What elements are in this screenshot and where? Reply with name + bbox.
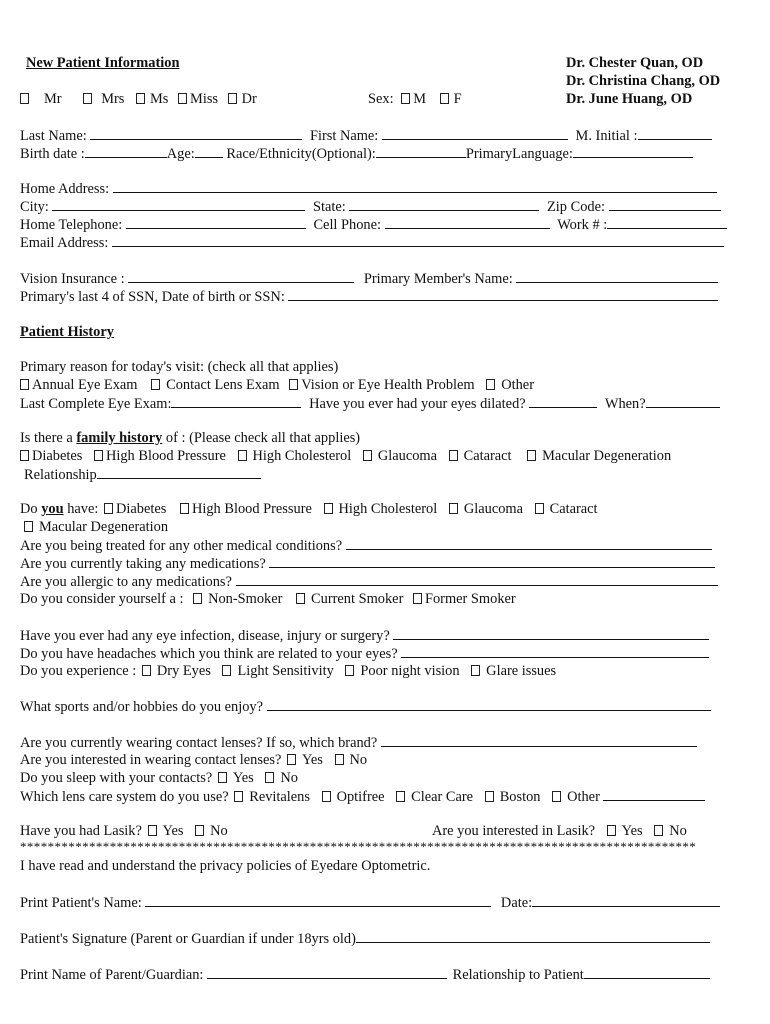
checkbox-clear-care[interactable] — [396, 791, 405, 802]
language-field[interactable] — [573, 144, 693, 158]
middle-initial-field[interactable] — [638, 126, 712, 140]
infection-field[interactable] — [393, 626, 709, 640]
medications-field[interactable] — [269, 554, 715, 568]
birth-row: Birth date : Age: Race/Ethnicity(Optional): PrimaryLanguage: — [20, 144, 693, 163]
patient-name-field[interactable] — [145, 893, 491, 907]
checkbox-lasik-interest-no[interactable] — [654, 825, 663, 836]
checkbox-sex-m[interactable] — [401, 93, 410, 104]
ssn-row: Primary's last 4 of SSN, Date of birth or SSN: — [20, 287, 718, 306]
date-field[interactable] — [532, 893, 720, 907]
checkbox-lasik-interest-yes[interactable] — [607, 825, 616, 836]
email-field[interactable] — [112, 233, 724, 247]
headaches-row: Do you have headaches which you think are related to your eyes? — [20, 644, 709, 663]
checkbox-lasik-had-no[interactable] — [195, 825, 204, 836]
you-have-row: Do you have: Diabetes High Blood Pressure High Cholesterol Glaucoma Cataract — [20, 501, 598, 517]
lasik-had-row: Have you had Lasik? Yes No — [20, 823, 228, 839]
race-field[interactable] — [376, 144, 466, 158]
checkbox-optifree[interactable] — [322, 791, 331, 802]
address-row: Home Address: — [20, 179, 717, 198]
checkbox-you-hbp[interactable] — [180, 503, 189, 514]
allergies-field[interactable] — [236, 572, 718, 586]
checkbox-former-smoker[interactable] — [413, 593, 422, 604]
allergies-row: Are you allergic to any medications? — [20, 572, 718, 591]
checkbox-dr[interactable] — [228, 93, 237, 104]
city-field[interactable] — [52, 197, 305, 211]
last-exam-field[interactable] — [171, 394, 301, 408]
headaches-field[interactable] — [401, 644, 709, 658]
signature-row: Patient's Signature (Parent or Guardian if under 18yrs old) — [20, 929, 710, 948]
checkbox-sex-f[interactable] — [440, 93, 449, 104]
parent-name-field[interactable] — [207, 965, 447, 979]
checkbox-interested-contacts-no[interactable] — [335, 754, 344, 765]
checkbox-annual-exam[interactable] — [20, 379, 29, 390]
sports-row: What sports and/or hobbies do you enjoy? — [20, 697, 711, 716]
age-field[interactable] — [195, 144, 223, 158]
checkbox-interested-contacts-yes[interactable] — [287, 754, 296, 765]
when-field[interactable] — [646, 394, 720, 408]
you-macular-row: Macular Degeneration — [24, 518, 168, 536]
checkbox-miss[interactable] — [178, 93, 187, 104]
dilated-field[interactable] — [529, 394, 597, 408]
sex-row: Sex: M F — [368, 91, 462, 107]
zip-field[interactable] — [609, 197, 721, 211]
smoker-row: Do you consider yourself a : Non-Smoker Current Smoker Former Smoker — [20, 591, 516, 607]
sleep-contacts-row: Do you sleep with your contacts? Yes No — [20, 770, 298, 786]
title-row: Mr Mrs Ms Miss Dr — [20, 90, 257, 108]
relationship-row: Relationship — [24, 465, 261, 484]
medications-row: Are you currently taking any medications? — [20, 554, 715, 573]
checkbox-family-cholesterol[interactable] — [238, 450, 247, 461]
family-history-question: Is there a family history of : (Please check all that applies) — [20, 430, 361, 446]
print-name-row: Print Patient's Name: Date: — [20, 893, 720, 912]
checkbox-vision-problem[interactable] — [289, 379, 298, 390]
checkbox-family-macular[interactable] — [527, 450, 536, 461]
other-lens-field[interactable] — [603, 787, 705, 801]
checkbox-other-lens[interactable] — [552, 791, 561, 802]
primary-member-field[interactable] — [516, 269, 718, 283]
checkbox-poor-night-vision[interactable] — [345, 665, 354, 676]
patient-history-heading: Patient History — [20, 324, 114, 340]
first-name-field[interactable] — [382, 126, 568, 140]
cell-phone-field[interactable] — [385, 215, 550, 229]
checkbox-sleep-yes[interactable] — [218, 772, 227, 783]
checkbox-other-reason[interactable] — [486, 379, 495, 390]
parent-name-row: Print Name of Parent/Guardian: Relationship to Patient — [20, 965, 710, 984]
relationship-to-patient-field[interactable] — [584, 965, 710, 979]
state-field[interactable] — [349, 197, 539, 211]
checkbox-mrs[interactable] — [83, 93, 92, 104]
checkbox-dry-eyes[interactable] — [142, 665, 151, 676]
insurance-row: Vision Insurance : Primary Member's Name: — [20, 269, 718, 288]
checkbox-lasik-had-yes[interactable] — [148, 825, 157, 836]
checkbox-mr[interactable] — [20, 93, 29, 104]
last-name-field[interactable] — [90, 126, 302, 140]
lens-care-row: Which lens care system do you use? Revitalens Optifree Clear Care Boston Other — [20, 787, 705, 806]
name-row: Last Name: First Name: M. Initial : — [20, 126, 712, 145]
birth-date-field[interactable] — [85, 144, 167, 158]
vision-insurance-field[interactable] — [128, 269, 354, 283]
reason-options: Annual Eye Exam Contact Lens Exam Vision or Eye Health Problem Other — [20, 376, 534, 394]
privacy-statement: I have read and understand the privacy policies of Eyedare Optometric. — [20, 858, 431, 874]
doctor-2: Dr. Christina Chang, OD — [566, 73, 721, 89]
family-relationship-field[interactable] — [97, 465, 261, 479]
checkbox-sleep-no[interactable] — [265, 772, 274, 783]
checkbox-you-macular[interactable] — [24, 521, 33, 532]
checkbox-light-sensitivity[interactable] — [222, 665, 231, 676]
doctor-3: Dr. June Huang, OD — [566, 91, 693, 107]
form-title: New Patient Information — [26, 55, 180, 71]
treated-field[interactable] — [346, 536, 712, 550]
city-row: City: State: Zip Code: — [20, 197, 721, 216]
checkbox-family-glaucoma[interactable] — [363, 450, 372, 461]
checkbox-contact-lens-exam[interactable] — [151, 379, 160, 390]
signature-field[interactable] — [356, 929, 710, 943]
checkbox-ms[interactable] — [136, 93, 145, 104]
ssn-field[interactable] — [288, 287, 718, 301]
checkbox-revitalens[interactable] — [234, 791, 243, 802]
contacts-brand-field[interactable] — [381, 733, 697, 747]
phone-row: Home Telephone: Cell Phone: Work # : — [20, 215, 727, 234]
checkbox-family-cataract[interactable] — [449, 450, 458, 461]
checkbox-you-glaucoma[interactable] — [449, 503, 458, 514]
doctor-1: Dr. Chester Quan, OD — [566, 55, 704, 71]
lasik-interest-row: Are you interested in Lasik? Yes No — [432, 823, 687, 839]
last-exam-row: Last Complete Eye Exam: Have you ever had your eyes dilated? When? — [20, 394, 720, 413]
home-phone-field[interactable] — [126, 215, 306, 229]
contacts-brand-row: Are you currently wearing contact lenses? If so, which brand? — [20, 733, 697, 752]
sports-field[interactable] — [267, 697, 711, 711]
separator-stars: ************************************************************************************************** — [20, 839, 697, 854]
experience-row: Do you experience : Dry Eyes Light Sensitivity Poor night vision Glare issues — [20, 663, 557, 679]
checkbox-glare-issues[interactable] — [471, 665, 480, 676]
reason-question: Primary reason for today's visit: (check all that applies) — [20, 359, 339, 375]
checkbox-family-diabetes[interactable] — [20, 450, 29, 461]
checkbox-non-smoker[interactable] — [193, 593, 202, 604]
infection-row: Have you ever had any eye infection, disease, injury or surgery? — [20, 626, 709, 645]
checkbox-you-diabetes[interactable] — [104, 503, 113, 514]
checkbox-you-cholesterol[interactable] — [324, 503, 333, 514]
checkbox-current-smoker[interactable] — [296, 593, 305, 604]
home-address-field[interactable] — [113, 179, 717, 193]
email-row: Email Address: — [20, 233, 724, 252]
treated-row: Are you being treated for any other medical conditions? — [20, 536, 712, 555]
interested-contacts-row: Are you interested in wearing contact lenses? Yes No — [20, 752, 368, 768]
work-phone-field[interactable] — [607, 215, 727, 229]
family-history-options: Diabetes High Blood Pressure High Cholesterol Glaucoma Cataract Macular Degeneration — [20, 447, 671, 465]
checkbox-you-cataract[interactable] — [535, 503, 544, 514]
checkbox-boston[interactable] — [485, 791, 494, 802]
checkbox-family-hbp[interactable] — [94, 450, 103, 461]
